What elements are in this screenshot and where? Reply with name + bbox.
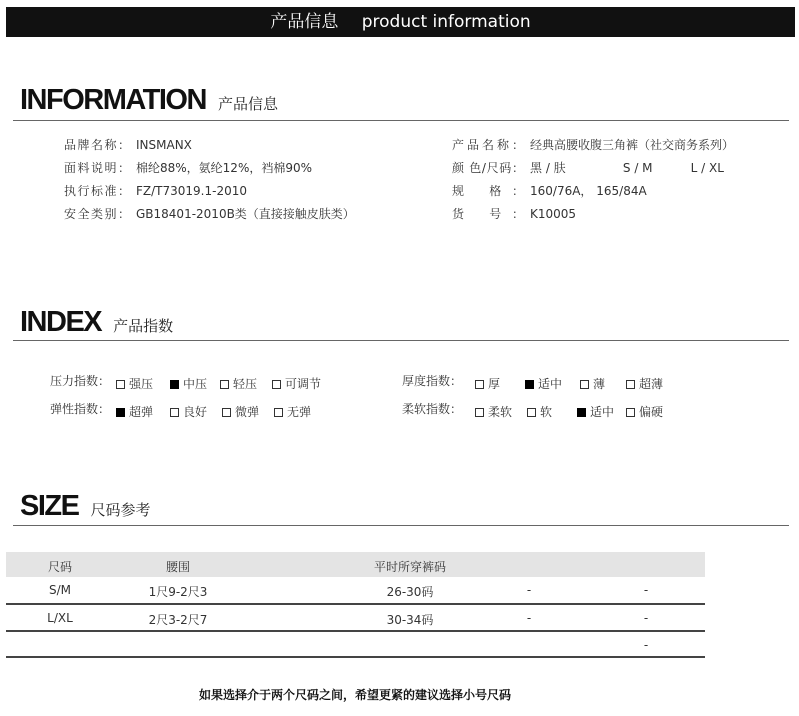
- checkbox-icon: [272, 380, 281, 389]
- info-label: 颜 色/尺码：: [452, 161, 524, 175]
- index-option[interactable]: 中压: [170, 375, 207, 392]
- index-option[interactable]: 良好: [170, 403, 207, 420]
- size-cell: 1尺9-2尺3: [148, 585, 208, 599]
- info-row-fabric: [64, 159, 312, 176]
- index-option[interactable]: 轻压: [220, 375, 257, 392]
- size-cell: S/M: [48, 583, 71, 597]
- size-header-cell: 平时所穿裤码: [373, 560, 446, 574]
- info-row-product-name: [452, 136, 734, 153]
- size-cell: -: [643, 583, 649, 597]
- info-value: 160/76A， 165/84A: [530, 184, 647, 198]
- size-header-cell: 腰围: [165, 560, 190, 574]
- checkbox-icon: [527, 408, 536, 417]
- info-row-color-size: [452, 159, 724, 176]
- info-value: K10005: [530, 207, 577, 221]
- info-label: 品牌名称：: [64, 138, 130, 152]
- size-row-divider: [6, 656, 705, 658]
- index-label-softness: 柔软指数：: [402, 402, 463, 416]
- info-label: 货 号：: [452, 207, 524, 221]
- info-value: INSMANX: [136, 138, 192, 152]
- info-value: 棉纶88%，氨纶12%，裆棉90%: [136, 161, 313, 175]
- info-row-standard: [64, 182, 247, 199]
- size-subtitle: 尺码参考: [90, 501, 151, 519]
- index-option[interactable]: 强压: [116, 375, 153, 392]
- info-value: GB18401-2010B类（直接接触皮肤类）: [136, 207, 355, 221]
- information-heading: [20, 84, 278, 117]
- checkbox-icon: [580, 380, 589, 389]
- index-option[interactable]: 厚: [475, 375, 500, 392]
- info-value: FZ/T73019.1-2010: [136, 184, 247, 198]
- index-option[interactable]: 适中: [525, 375, 562, 392]
- size-row-divider: [6, 630, 705, 632]
- size-cell: 30-34码: [386, 613, 434, 627]
- info-label: 面料说明：: [64, 161, 130, 175]
- index-option[interactable]: 适中: [577, 403, 614, 420]
- checkbox-icon: [170, 408, 179, 417]
- index-option[interactable]: 无弹: [274, 403, 311, 420]
- size-table-header: [6, 552, 705, 577]
- size-header-cell: 尺码: [47, 560, 72, 574]
- info-label: 产品名称：: [452, 138, 524, 152]
- index-option[interactable]: 可调节: [272, 375, 321, 392]
- checkbox-icon: [220, 380, 229, 389]
- checkbox-icon: [222, 408, 231, 417]
- size-row-divider: [6, 603, 705, 605]
- info-row-item-no: [452, 205, 576, 222]
- index-option[interactable]: 超薄: [626, 375, 663, 392]
- info-value: 经典高腰收腹三角裤（社交商务系列）: [530, 138, 735, 152]
- info-value: 黑 / 肤 S / M L / XL: [530, 161, 724, 175]
- index-option[interactable]: 微弹: [222, 403, 259, 420]
- checkbox-checked-icon: [577, 408, 586, 417]
- index-subtitle: 产品指数: [113, 317, 174, 335]
- size-title: SIZE: [20, 490, 79, 522]
- info-label: 安全类别：: [64, 207, 130, 221]
- index-heading: [20, 306, 173, 339]
- size-cell: -: [526, 583, 532, 597]
- info-label: 规 格：: [452, 184, 524, 198]
- size-note: 如果选择介于两个尺码之间，希望更紧的建议选择小号尺码: [198, 688, 511, 702]
- checkbox-icon: [626, 408, 635, 417]
- size-cell: L/XL: [47, 611, 73, 625]
- size-cell: -: [643, 638, 649, 652]
- info-label: 执行标准：: [64, 184, 130, 198]
- index-option[interactable]: 偏硬: [626, 403, 663, 420]
- index-option[interactable]: 柔软: [475, 403, 512, 420]
- checkbox-icon: [116, 380, 125, 389]
- info-row-spec: [452, 182, 647, 199]
- information-divider: [13, 120, 789, 121]
- index-option[interactable]: 软: [527, 403, 552, 420]
- size-cell: 2尺3-2尺7: [148, 613, 208, 627]
- size-cell: -: [643, 611, 649, 625]
- index-label-pressure: 压力指数：: [50, 374, 111, 388]
- index-label-elasticity: 弹性指数：: [50, 402, 111, 416]
- index-label-thickness: 厚度指数：: [402, 374, 463, 388]
- information-title: INFORMATION: [20, 84, 206, 116]
- info-row-brand: [64, 136, 192, 153]
- header-banner: [6, 7, 795, 37]
- checkbox-icon: [626, 380, 635, 389]
- size-heading: [20, 490, 150, 523]
- index-divider: [13, 340, 789, 341]
- checkbox-checked-icon: [525, 380, 534, 389]
- header-title-cn: 产品信息: [270, 12, 339, 32]
- index-title: INDEX: [20, 306, 102, 338]
- checkbox-icon: [274, 408, 283, 417]
- checkbox-checked-icon: [116, 408, 125, 417]
- size-cell: -: [526, 611, 532, 625]
- header-title-en: product information: [361, 12, 531, 32]
- checkbox-icon: [475, 408, 484, 417]
- info-row-safety: [64, 205, 355, 222]
- size-cell: 26-30码: [386, 585, 434, 599]
- index-option[interactable]: 薄: [580, 375, 605, 392]
- checkbox-checked-icon: [170, 380, 179, 389]
- information-subtitle: 产品信息: [217, 95, 278, 113]
- size-divider: [13, 525, 789, 526]
- checkbox-icon: [475, 380, 484, 389]
- index-option[interactable]: 超弹: [116, 403, 153, 420]
